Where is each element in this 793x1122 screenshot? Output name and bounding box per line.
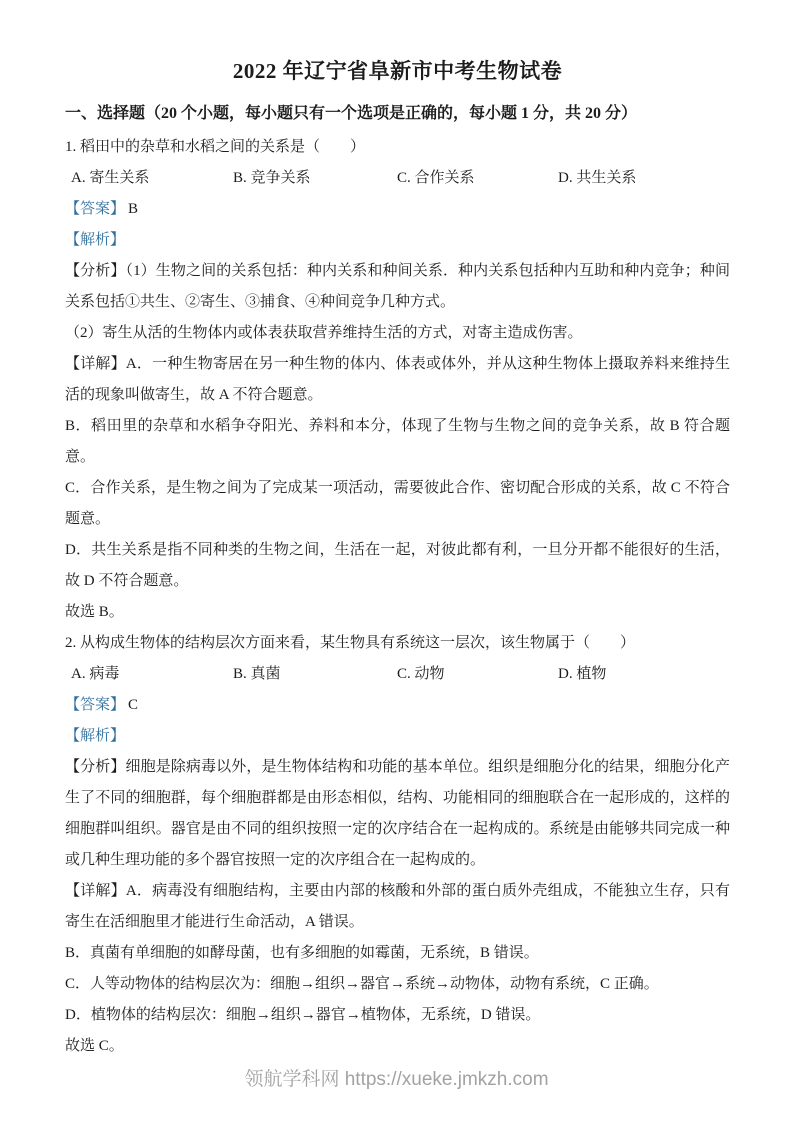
bracket-label: 【答案】 [65, 201, 126, 217]
option: B. 竞争关系 [233, 170, 311, 186]
question-text: 2. 从构成生物体的结构层次方面来看，某生物具有系统这一层次，该生物属于（ ） [65, 635, 636, 651]
answer-value: C [128, 697, 139, 713]
paragraph: 【分析】（1）生物之间的关系包括：种内关系和种间关系．种内关系包括种内互助和种内竞争；种间关系包括①共生、②寄生、③捕食、④种间竞争几种方式。 [65, 263, 730, 310]
paragraph: 【详解】A．病毒没有细胞结构，主要由内部的核酸和外部的蛋白质外壳组成，不能独立生存，只有寄生在活细胞里才能进行生命活动，A 错误。 [65, 883, 730, 930]
bracket-label: 【解析】 [65, 728, 126, 744]
section-label [65, 225, 730, 256]
option: D. 共生关系 [558, 170, 637, 186]
option: C. 合作关系 [397, 170, 475, 186]
option: C. 动物 [397, 666, 445, 682]
paragraph: D．植物体的结构层次：细胞→组织→器官→植物体，无系统，D 错误。 [65, 1007, 541, 1023]
paragraph: 故选 B。 [65, 604, 124, 620]
answer-line [65, 194, 730, 225]
paragraph: D．共生关系是指不同种类的生物之间，生活在一起，对彼此都有利，一旦分开都不能很好的生活，故 D 不符合题意。 [65, 542, 730, 589]
question-text: 1. 稻田中的杂草和水稻之间的关系是（ ） [65, 139, 366, 155]
paragraph: 【分析】细胞是除病毒以外，是生物体结构和功能的基本单位。组织是细胞分化的结果，细胞分化产生了不同的细胞群，每个细胞群都是由形态相似，结构、功能相同的细胞联合在一起形成的，这样的细胞群叫组织。器官是由不同的组织按照一定的次序结合在一起构成的。系统是由能够共同完成一种或几种生理功能的多个器官按照一定的次序组合在一起构成的。 [65, 759, 730, 868]
options-row [65, 163, 730, 194]
paragraph: （2）寄生从活的生物体内或体表获取营养维持生活的方式，对寄主造成伤害。 [65, 325, 583, 341]
paragraph: C．合作关系，是生物之间为了完成某一项活动，需要彼此合作、密切配合形成的关系，故 C 不符合题意。 [65, 480, 730, 527]
paragraph: C．人等动物体的结构层次为：细胞→组织→器官→系统→动物体，动物有系统，C 正确。 [65, 976, 659, 992]
paragraph: 【详解】A．一种生物寄居在另一种生物的体内、体表或体外，并从这种生物体上摄取养料来维持生活的现象叫做寄生，故 A 不符合题意。 [65, 356, 730, 403]
bracket-label: 【解析】 [65, 232, 126, 248]
footer-text: 领航学科网 https://xueke.jmkzh.com [244, 1069, 549, 1090]
option: A. 寄生关系 [71, 170, 150, 186]
page-title: 2022 年辽宁省阜新市中考生物试卷 [232, 59, 563, 83]
document-body [65, 132, 730, 1062]
option: D. 植物 [558, 666, 607, 682]
option: B. 真菌 [233, 666, 281, 682]
paragraph: 故选 C。 [65, 1038, 124, 1054]
answer-line [65, 690, 730, 721]
answer-value: B [128, 201, 139, 217]
paragraph: B．稻田里的杂草和水稻争夺阳光、养料和本分，体现了生物与生物之间的竞争关系，故 B 符合题意。 [65, 418, 730, 465]
bracket-label: 【答案】 [65, 697, 126, 713]
section-heading: 一、选择题（20 个小题，每小题只有一个选项是正确的，每小题 1 分，共 20 分） [65, 105, 638, 122]
paragraph: B．真菌有单细胞的如酵母菌，也有多细胞的如霉菌，无系统，B 错误。 [65, 945, 539, 961]
option: A. 病毒 [71, 666, 120, 682]
options-row [65, 659, 730, 690]
footer-watermark [0, 1068, 793, 1092]
section-label [65, 721, 730, 752]
